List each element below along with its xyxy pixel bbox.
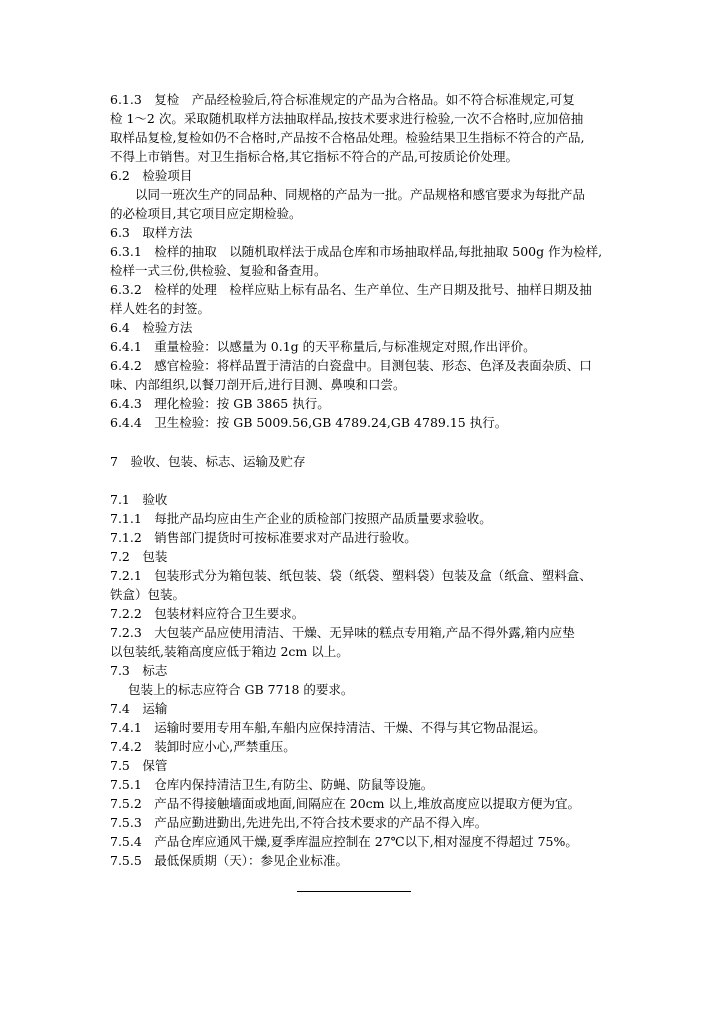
- text-line: 以同一班次生产的同品种、同规格的产品为一批。产品规格和感官要求为每批产品: [135, 187, 586, 202]
- text-line: 6.1.3 复检 产品经检验后,符合标准规定的产品为合格品。如不符合标准规定,可复: [110, 92, 575, 107]
- text-line: 的必检项目,其它项目应定期检验。: [110, 206, 302, 221]
- text-line: 铁盒）包装。: [110, 587, 186, 602]
- text-line: 样人姓名的封签。: [110, 301, 211, 316]
- section-heading: 7.5 保管: [110, 758, 168, 773]
- section-heading: 7.4 运输: [110, 701, 168, 716]
- text-line: 6.4.3 理化检验：按 GB 3865 执行。: [110, 396, 330, 411]
- text-line: 取样品复检,复检如仍不合格时,产品按不合格品处理。检验结果卫生指标不符合的产品,: [110, 130, 585, 145]
- text-line: 7.4.2 装卸时应小心,严禁重压。: [110, 739, 296, 754]
- text-line: 6.4.1 重量检验：以感量为 0.1g 的天平称量后,与标准规定对照,作出评价。: [110, 339, 536, 354]
- section-heading: 7.1 验收: [110, 492, 168, 507]
- end-rule: [297, 891, 411, 892]
- text-line: 检样一式三份,供检验、复验和备查用。: [110, 263, 327, 278]
- text-line: 7.4.1 运输时要用专用车船,车船内应保持清洁、干燥、不得与其它物品混运。: [110, 720, 546, 735]
- text-line: 7.2.3 大包装产品应使用清洁、干燥、无异味的糕点专用箱,产品不得外露,箱内应垫: [110, 625, 575, 640]
- text-line: 7.5.2 产品不得接触墙面或地面,间隔应在 20cm 以上,堆放高度应以提取方便为宜。: [110, 796, 580, 811]
- section-heading: 6.2 检验项目: [110, 168, 193, 183]
- text-line: 7.2.2 包装材料应符合卫生要求。: [110, 606, 305, 621]
- text-line: 6.3.1 检样的抽取 以随机取样法于成品仓库和市场抽取样品,每批抽取 500g 作为检样,: [110, 244, 603, 259]
- text-line: 7.5.5 最低保质期（天）：参见企业标准。: [110, 853, 349, 868]
- text-line: 6.4.2 感官检验：将样品置于清洁的白瓷盘中。目测包装、形态、色泽及表面杂质、口: [110, 358, 592, 373]
- chapter-heading: 7 验收、包装、标志、运输及贮存: [110, 454, 306, 469]
- text-line: 7.5.3 产品应勤进勤出,先进先出,不符合技术要求的产品不得入库。: [110, 815, 488, 830]
- text-line: 7.1.1 每批产品均应由生产企业的质检部门按照产品质量要求验收。: [110, 511, 492, 526]
- section-heading: 7.3 标志: [110, 663, 168, 678]
- section-heading: 6.4 检验方法: [110, 320, 193, 335]
- text-line: 检 1～2 次。采取随机取样方法抽取样品,按技术要求进行检验,一次不合格时,应加倍抽: [110, 111, 584, 126]
- text-line: 7.1.2 销售部门提货时可按标准要求对产品进行验收。: [110, 530, 417, 545]
- section-heading: 6.3 取样方法: [110, 225, 193, 240]
- text-line: 味、内部组织,以餐刀剖开后,进行目测、鼻嗅和口尝。: [110, 377, 406, 392]
- section-heading: 7.2 包装: [110, 549, 168, 564]
- text-line: 不得上市销售。对卫生指标合格,其它指标不符合的产品,可按质论价处理。: [110, 149, 518, 164]
- text-line: 以包装纸,装箱高度应低于箱边 2cm 以上。: [110, 644, 349, 659]
- text-line: 包装上的标志应符合 GB 7718 的要求。: [128, 682, 354, 697]
- text-line: 7.5.1 仓库内保持清洁卫生,有防尘、防蝇、防鼠等设施。: [110, 777, 434, 792]
- text-line: 7.2.1 包装形式分为箱包装、纸包装、袋（纸袋、塑料袋）包装及盒（纸盒、塑料盒、: [110, 568, 592, 583]
- text-line: 6.3.2 检样的处理 检样应贴上标有品名、生产单位、生产日期及批号、抽样日期及抽: [110, 282, 592, 297]
- text-line: 7.5.4 产品仓库应通风干燥,夏季库温应控制在 27℃以下,相对湿度不得超过 75%。: [110, 834, 578, 849]
- text-line: 6.4.4 卫生检验：按 GB 5009.56,GB 4789.24,GB 4789.15 执行。: [110, 415, 508, 430]
